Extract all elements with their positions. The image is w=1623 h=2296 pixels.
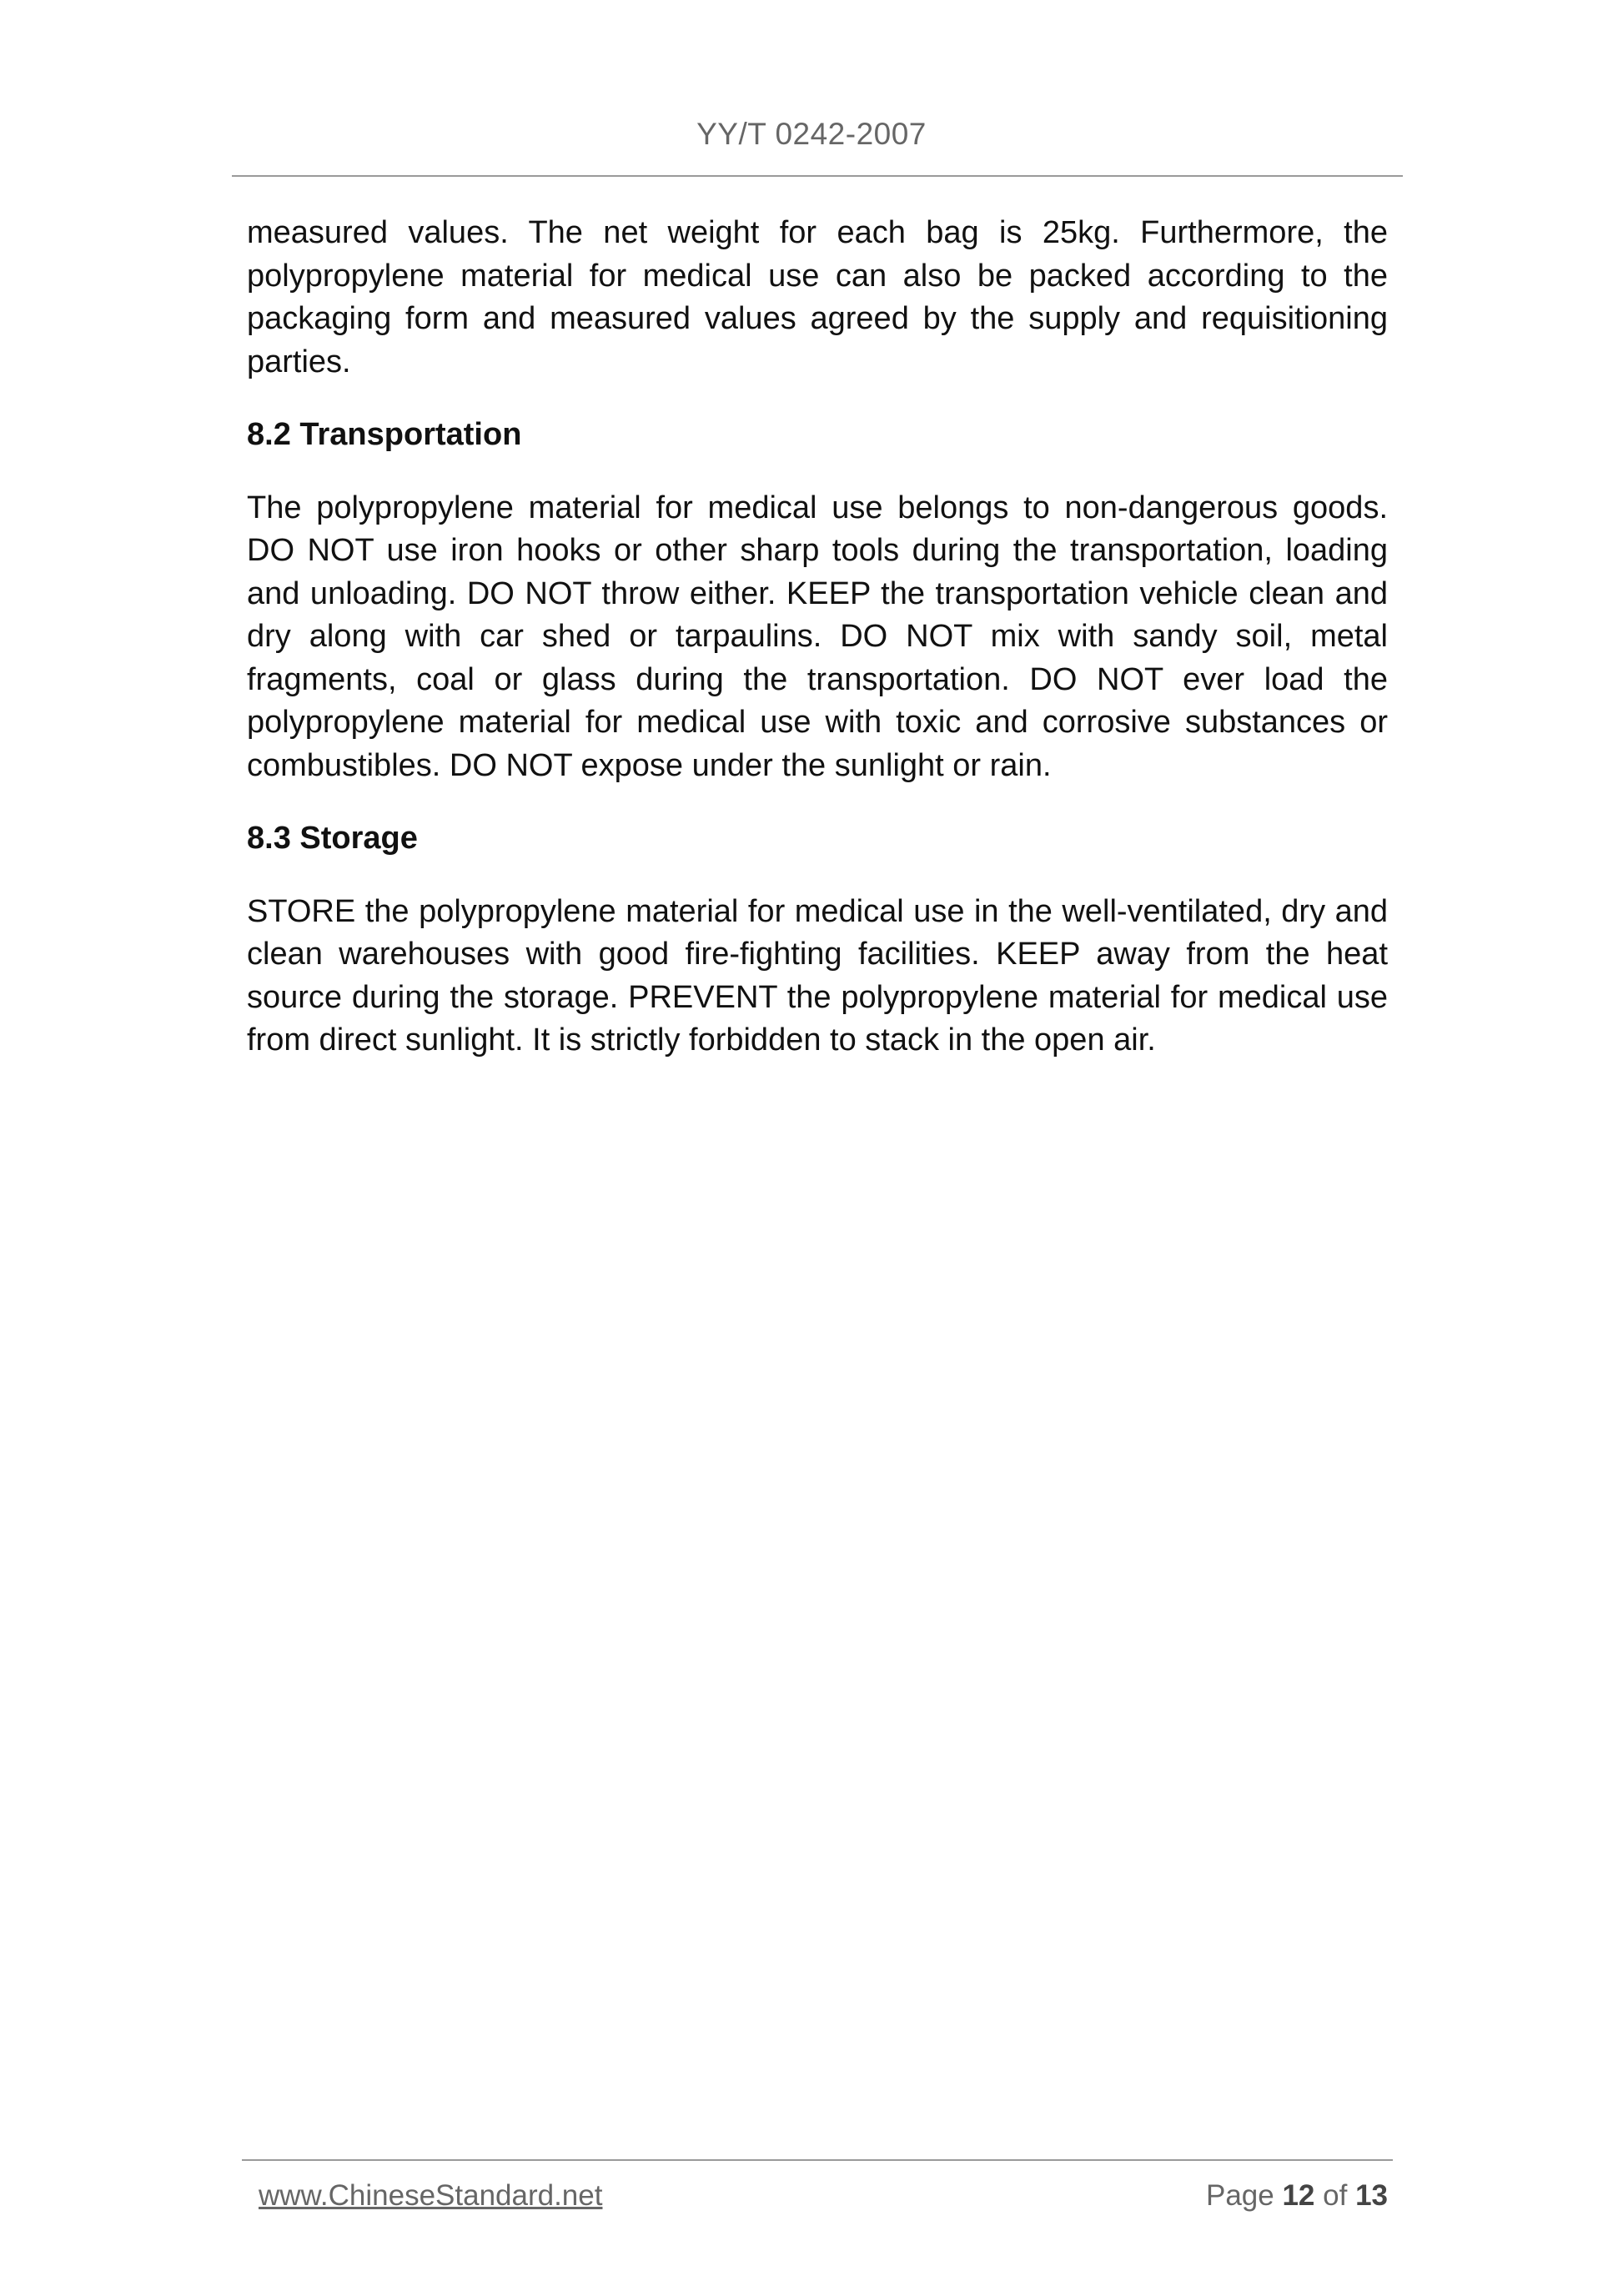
paragraph-storage: STORE the polypropylene material for medical use in the well-ventilated, dry and clean warehouses with good fire-fighting facilities. KEEP away from the heat source during the storage. PREVENT the polypropylene material for medical use from direct sunlight. It is strictly forbidden to stack in the open air.	[247, 893, 1388, 1058]
page-indicator	[1206, 2179, 1388, 2213]
of-word: of	[1323, 2179, 1348, 2212]
section-heading-storage: 8.3 Storage	[247, 821, 418, 856]
paragraph-packaging-continued: measured values. The net weight for each bag is 25kg. Furthermore, the polypropylene material for medical use can also be packed according to the packaging form and measured values agreed by the supply and requisitioning parties.	[247, 215, 1388, 379]
website-link[interactable]: www.ChineseStandard.net	[259, 2179, 603, 2212]
document-header-title: YY/T 0242-2007	[696, 117, 927, 151]
paragraph-transportation: The polypropylene material for medical use belongs to non-dangerous goods. DO NOT use iron hooks or other sharp tools during the transportation, loading and unloading. DO NOT throw either. KEEP the transportation vehicle clean and dry along with car shed or tarpaulins. DO NOT mix with sandy soil, metal fragments, coal or glass during the transportation. DO NOT ever load the polypropylene material for medical use with toxic and corrosive substances or combustibles. DO NOT expose under the sunlight or rain.	[247, 490, 1388, 783]
total-pages-number: 13	[1355, 2179, 1388, 2212]
page-word: Page	[1205, 2179, 1274, 2212]
current-page-number: 12	[1282, 2179, 1315, 2212]
header-divider	[232, 175, 1403, 177]
section-heading-transportation: 8.2 Transportation	[247, 417, 522, 452]
document-body	[247, 212, 1388, 1063]
footer-divider	[242, 2159, 1393, 2161]
